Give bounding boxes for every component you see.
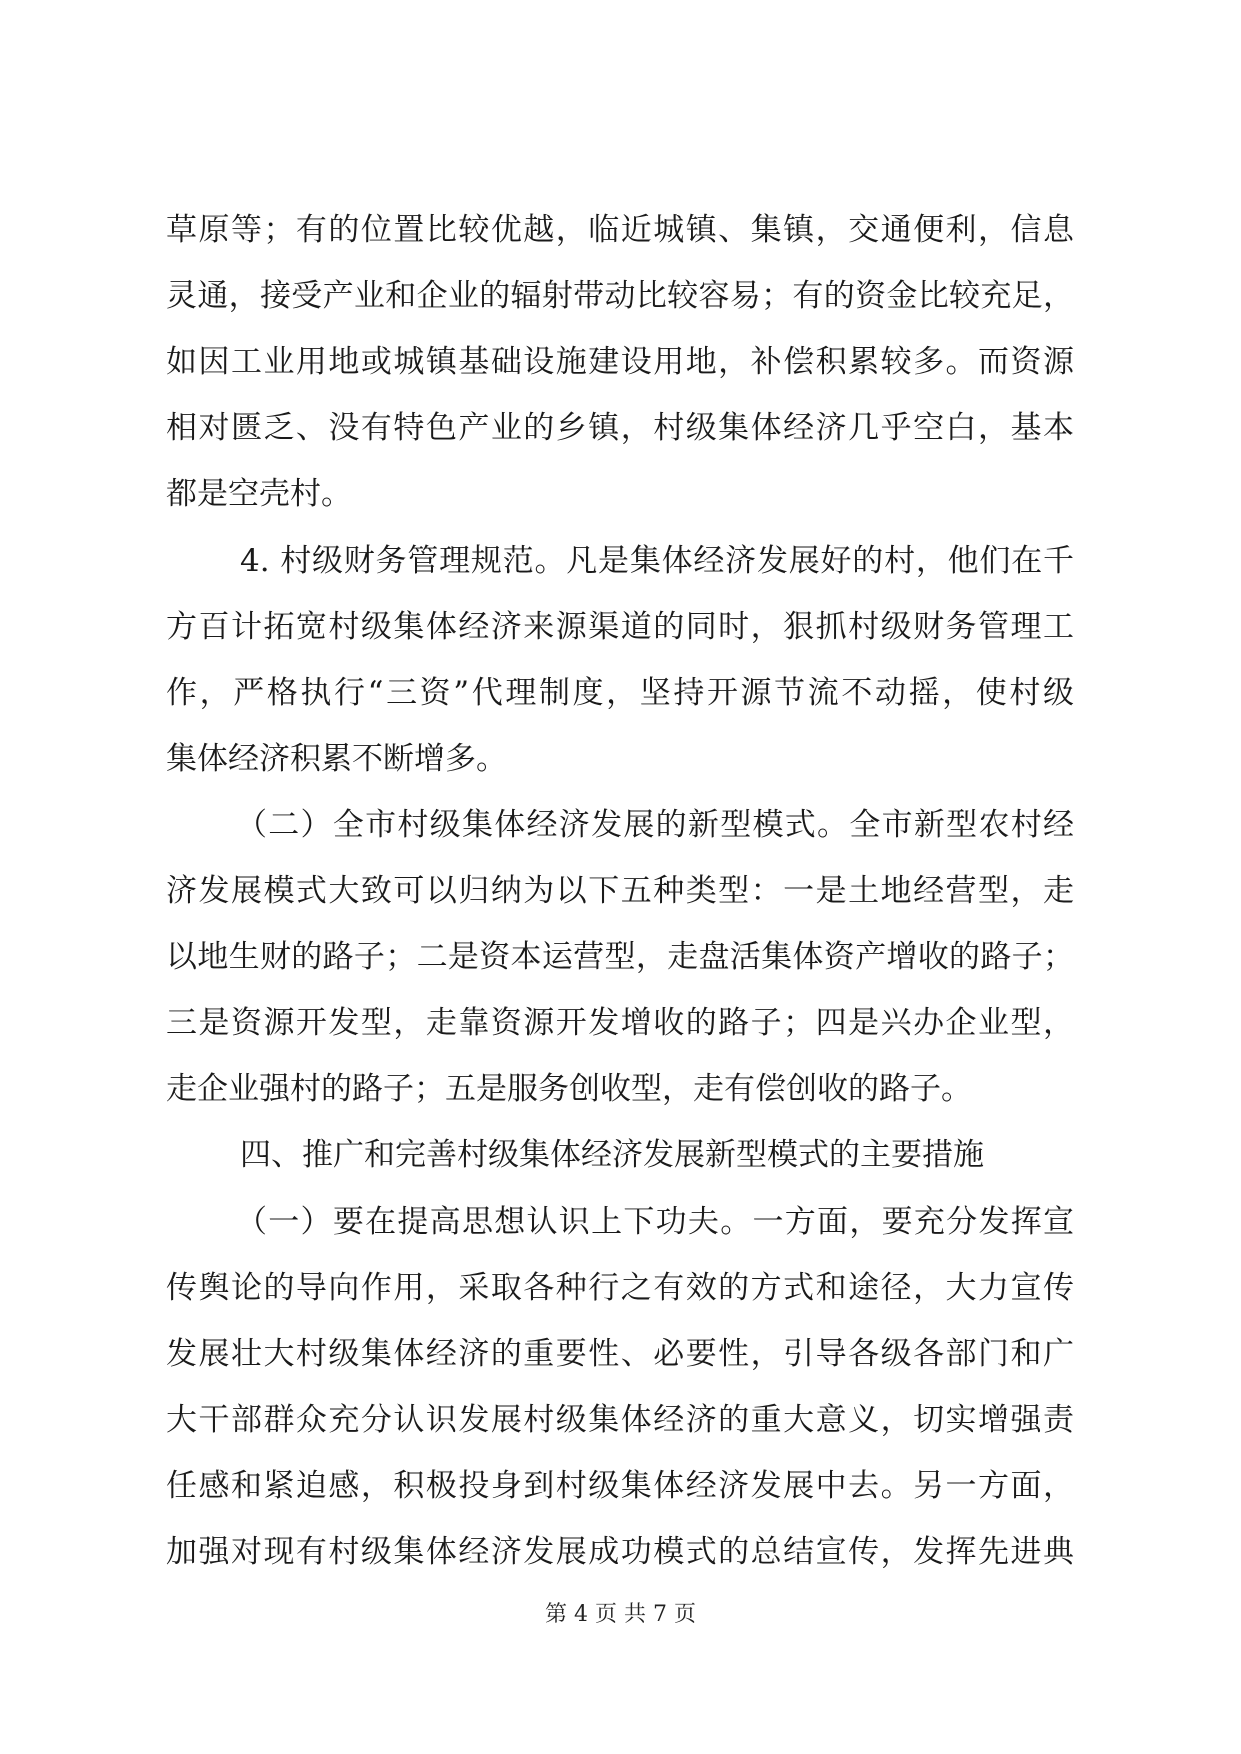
paragraph-line: 4. 村级财务管理规范。凡是集体经济发展好的村，他们在千 [240, 543, 1074, 579]
page-number-footer: 第 4 页 共 7 页 [545, 1602, 696, 1627]
paragraph-line: 相对匮乏、没有特色产业的乡镇，村级集体经济几乎空白，基本 [166, 410, 1074, 446]
paragraph-line: 如因工业用地或城镇基础设施建设用地，补偿积累较多。而资源 [166, 344, 1074, 380]
paragraph-line: 三是资源开发型，走靠资源开发增收的路子；四是兴办企业型， [166, 1005, 1074, 1041]
paragraph-line: 济发展模式大致可以归纳为以下五种类型：一是土地经营型，走 [166, 873, 1074, 909]
paragraph-line: 灵通，接受产业和企业的辐射带动比较容易；有的资金比较充足， [166, 278, 1074, 314]
paragraph-line: 草原等；有的位置比较优越，临近城镇、集镇，交通便利，信息 [166, 212, 1074, 248]
section-heading: 四、推广和完善村级集体经济发展新型模式的主要措施 [240, 1137, 984, 1173]
paragraph-line: 大干部群众充分认识发展村级集体经济的重大意义，切实增强责 [166, 1402, 1074, 1438]
paragraph-line: 发展壮大村级集体经济的重要性、必要性，引导各级各部门和广 [166, 1336, 1074, 1372]
paragraph-line: 集体经济积累不断增多。 [166, 741, 507, 777]
paragraph-line: 任感和紧迫感，积极投身到村级集体经济发展中去。另一方面， [166, 1468, 1074, 1504]
paragraph-line: （二）全市村级集体经济发展的新型模式。全市新型农村经 [236, 807, 1074, 843]
paragraph-line: 都是空壳村。 [166, 476, 352, 512]
paragraph-line: 以地生财的路子；二是资本运营型，走盘活集体资产增收的路子； [166, 939, 1074, 975]
paragraph-line: 方百计拓宽村级集体经济来源渠道的同时，狠抓村级财务管理工 [166, 609, 1074, 645]
paragraph-line: 走企业强村的路子；五是服务创收型，走有偿创收的路子。 [166, 1071, 972, 1107]
paragraph-line: 加强对现有村级集体经济发展成功模式的总结宣传，发挥先进典 [166, 1534, 1074, 1570]
paragraph-line: 作，严格执行“三资”代理制度，坚持开源节流不动摇，使村级 [166, 675, 1074, 711]
paragraph-line: （一）要在提高思想认识上下功夫。一方面，要充分发挥宣 [236, 1204, 1074, 1240]
paragraph-line: 传舆论的导向作用，采取各种行之有效的方式和途径，大力宣传 [166, 1270, 1074, 1306]
